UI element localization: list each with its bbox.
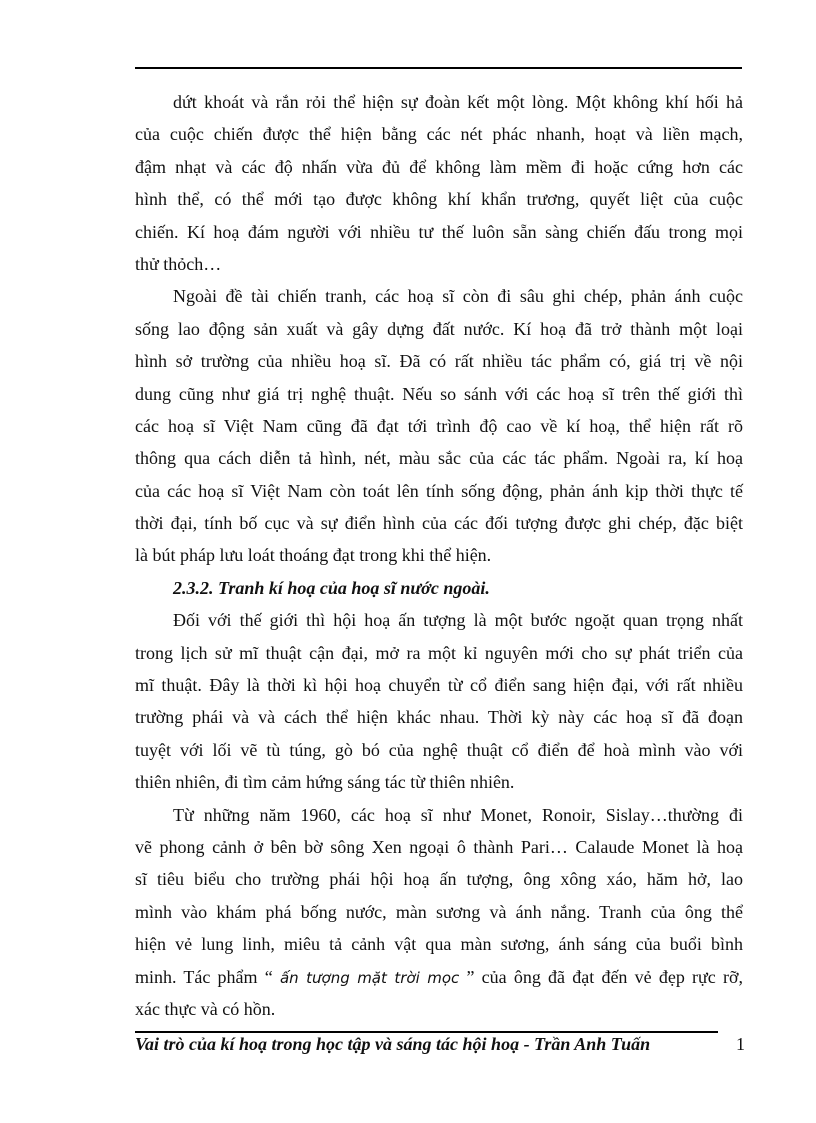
paragraph-line: thử thỏch… xyxy=(135,253,222,274)
paragraph-line: dung cũng như giá trị nghệ thuật. Nếu so sánh với các hoạ sĩ trên thế giới thì xyxy=(135,383,743,404)
paragraph-line: thời đại, tính bố cục và sự điển hình của các đối tượng được ghi chép, đặc biệt xyxy=(135,513,743,534)
artwork-title: ấn tượng mặt trời mọc xyxy=(279,968,460,987)
text-segment: ” của ông đã đạt đến vẻ đẹp rực rỡ, xyxy=(459,966,743,987)
paragraph-line: dứt khoát và rắn rỏi thể hiện sự đoàn kết một lòng. Một không khí hối hả xyxy=(173,92,743,112)
paragraph-line: mĩ thuật. Đây là thời kì hội hoạ chuyển từ cổ điển sang hiện đại, với rất nhiều xyxy=(135,675,743,696)
paragraph-line: hình thể, có thể mới tạo được không khí khẩn trương, quyết liệt của cuộc xyxy=(135,189,743,210)
paragraph-line: trong lịch sử mĩ thuật cận đại, mở ra một kỉ nguyên mới cho sự phát triển của xyxy=(135,642,743,663)
paragraph-line: sĩ tiêu biểu cho trường phái hội hoạ ấn tượng, ông xông xáo, hăm hở, lao xyxy=(135,869,743,890)
footer-rule xyxy=(135,1031,718,1033)
paragraph-line: hiện vẻ lung linh, miêu tả cảnh vật qua màn sương, ánh sáng của buổi bình xyxy=(135,934,743,955)
paragraph-line: đậm nhạt và các độ nhấn vừa đủ để không làm mềm đi hoặc cứng hơn các xyxy=(135,156,743,177)
paragraph-line: các hoạ sĩ Việt Nam cũng đã đạt tới trình độ cao về kí hoạ, thể hiện rất rõ xyxy=(135,415,743,436)
paragraph-line: tuyệt với lối vẽ tù túng, gò bó của nghệ thuật cổ điển để hoà mình vào với xyxy=(135,739,743,760)
paragraph-line: là bút pháp lưu loát thoáng đạt trong khi thể hiện. xyxy=(135,545,492,566)
document-body xyxy=(135,86,743,1025)
paragraph-line: vẽ phong cảnh ở bên bờ sông Xen ngoại ô thành Pari… Calaude Monet là hoạ xyxy=(135,836,743,857)
paragraph-line: thiên nhiên, đi tìm cảm hứng sáng tác từ thiên nhiên. xyxy=(135,772,515,793)
footer-title: Vai trò của kí hoạ trong học tập và sáng tác hội hoạ - Trần Anh Tuấn xyxy=(135,1034,651,1054)
paragraph-line: của các hoạ sĩ Việt Nam còn toát lên tính sống động, phản ánh kịp thời thực tế xyxy=(135,480,743,501)
paragraph-line: chiến. Kí hoạ đám người với nhiều tư thế luôn sẵn sàng chiến đấu trong mọi xyxy=(135,221,743,242)
paragraph-line: thông qua cách diễn tả hình, nét, màu sắc của các tác phẩm. Ngoài ra, kí hoạ xyxy=(135,448,743,469)
paragraph-line: sống lao động sản xuất và gây dựng đất nước. Kí hoạ đã trở thành một loại xyxy=(135,318,743,339)
text-segment: minh. Tác phẩm “ xyxy=(135,966,280,987)
paragraph-line: trường phái và và cách thể hiện khác nhau. Thời kỳ này các hoạ sĩ đã đoạn xyxy=(135,707,743,728)
paragraph-line: của cuộc chiến được thể hiện bằng các nét phác nhanh, hoạt và liền mạch, xyxy=(135,124,743,145)
header-rule xyxy=(135,67,742,69)
paragraph-line: Đối với thế giới thì hội hoạ ấn tượng là một bước ngoặt quan trọng nhất xyxy=(173,610,743,631)
paragraph-line: mình vào khám phá bống nước, màn sương và ánh nắng. Tranh của ông thể xyxy=(135,901,743,922)
section-heading: 2.3.2. Tranh kí hoạ của hoạ sĩ nước ngoài. xyxy=(173,577,490,598)
paragraph-line: hình sở trường của nhiều hoạ sĩ. Đã có rất nhiều tác phẩm có, giá trị về nội xyxy=(135,351,743,372)
paragraph-line: Ngoài đề tài chiến tranh, các hoạ sĩ còn đi sâu ghi chép, phản ánh cuộc xyxy=(173,286,743,307)
page-number: 1 xyxy=(736,1034,745,1054)
paragraph-line: Từ những năm 1960, các hoạ sĩ như Monet, Ronoir, Sislay…thường đi xyxy=(173,804,743,825)
paragraph-line xyxy=(135,961,743,993)
paragraph-line: xác thực và có hồn. xyxy=(135,998,276,1019)
